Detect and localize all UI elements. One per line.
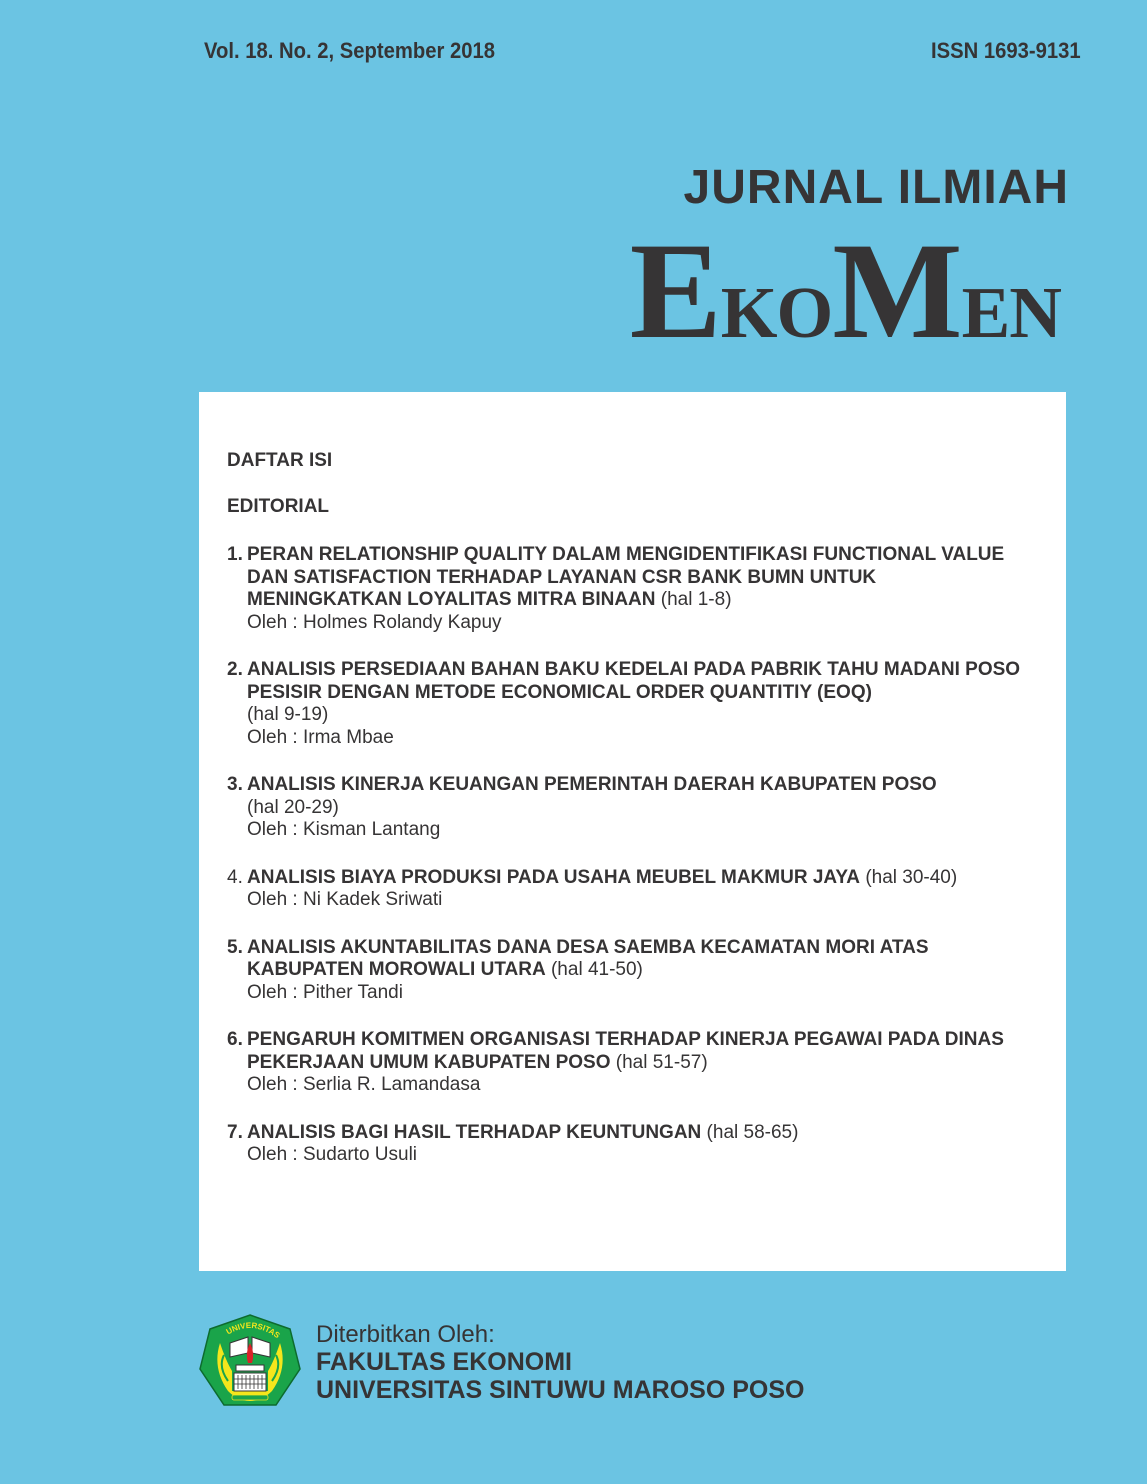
toc-item-body bbox=[247, 659, 1036, 749]
toc-item-body bbox=[247, 544, 1036, 634]
page-range: (hal 58-65) bbox=[706, 1121, 799, 1143]
toc-item-number: 2. bbox=[227, 659, 243, 680]
toc-item-number: 5. bbox=[227, 936, 243, 958]
toc-item bbox=[227, 544, 1036, 634]
page-range: (hal 20-29) bbox=[247, 796, 339, 818]
article-author: Oleh : Serlia R. Lamandasa bbox=[247, 1074, 481, 1095]
toc-item-body bbox=[247, 1122, 1036, 1167]
toc-item bbox=[227, 1029, 1036, 1097]
page-range: (hal 30-40) bbox=[865, 866, 958, 888]
title-part: en bbox=[961, 245, 1061, 360]
toc-item-body bbox=[247, 1029, 1036, 1097]
table-of-contents-panel bbox=[199, 392, 1066, 1271]
article-author: Oleh : Holmes Rolandy Kapuy bbox=[247, 611, 502, 633]
toc-item-number: 6. bbox=[227, 1029, 243, 1050]
toc-item bbox=[227, 1122, 1036, 1167]
toc-item-body bbox=[247, 867, 1036, 912]
title-part: E bbox=[629, 214, 721, 367]
article-author: Oleh : Irma Mbae bbox=[247, 726, 394, 748]
toc-heading: DAFTAR ISI bbox=[227, 450, 333, 471]
journal-subtitle: JURNAL ILMIAH bbox=[683, 161, 1069, 214]
article-title: ANALISIS PERSEDIAAN BAHAN BAKU KEDELAI PADA PABRIK TAHU MADANI POSO PESISIR DENGAN METODE ECONOMICAL ORDER QUANTITIY (EOQ) bbox=[247, 659, 1021, 703]
toc-item-number: 4. bbox=[227, 866, 243, 888]
university-name: UNIVERSITAS SINTUWU MAROSO POSO bbox=[316, 1376, 805, 1404]
toc-content bbox=[227, 450, 1036, 1192]
toc-item bbox=[227, 867, 1036, 912]
article-author: Oleh : Pither Tandi bbox=[247, 981, 403, 1003]
article-author: Oleh : Sudarto Usuli bbox=[247, 1144, 418, 1165]
article-author: Oleh : Kisman Lantang bbox=[247, 819, 441, 840]
article-title: PERAN RELATIONSHIP QUALITY DALAM MENGIDENTIFIKASI FUNCTIONAL VALUE DAN SATISFACTION TERHADAP LAYANAN CSR BANK BUMN UNTUK MENINGKATKAN LOYALITAS MITRA BINAAN bbox=[247, 544, 1005, 610]
volume-info: Vol. 18. No. 2, September 2018 bbox=[204, 38, 495, 63]
title-part: M bbox=[832, 214, 962, 367]
toc-item bbox=[227, 937, 1036, 1005]
toc-item-number: 3. bbox=[227, 774, 243, 795]
issn: ISSN 1693-9131 bbox=[931, 38, 1081, 63]
toc-list bbox=[227, 544, 1036, 1167]
toc-item bbox=[227, 659, 1036, 749]
toc-item-number: 1. bbox=[227, 544, 243, 565]
article-title: ANALISIS BAGI HASIL TERHADAP KEUNTUNGAN bbox=[247, 1121, 702, 1143]
page-range: (hal 51-57) bbox=[615, 1051, 708, 1073]
toc-item-body bbox=[247, 774, 1036, 842]
editorial-heading: EDITORIAL bbox=[227, 496, 330, 517]
article-title: ANALISIS AKUNTABILITAS DANA DESA SAEMBA KECAMATAN MORI ATAS KABUPATEN MOROWALI UTARA bbox=[247, 936, 929, 980]
publisher-text bbox=[316, 1321, 804, 1404]
article-title: ANALISIS BIAYA PRODUKSI PADA USAHA MEUBEL MAKMUR JAYA bbox=[247, 866, 861, 888]
article-title: PENGARUH KOMITMEN ORGANISASI TERHADAP KINERJA PEGAWAI PADA DINAS PEKERJAAN UMUM KABUPATEN POSO bbox=[247, 1029, 1004, 1073]
page-range: (hal 9-19) bbox=[247, 704, 329, 725]
journal-title bbox=[629, 214, 1061, 367]
title-part: ko bbox=[720, 245, 833, 360]
university-crest-icon bbox=[198, 1313, 302, 1413]
publisher-block bbox=[198, 1313, 804, 1413]
toc-item bbox=[227, 774, 1036, 842]
article-author: Oleh : Ni Kadek Sriwati bbox=[247, 889, 443, 910]
page-range: (hal 1-8) bbox=[660, 589, 732, 610]
faculty-name: FAKULTAS EKONOMI bbox=[316, 1348, 573, 1376]
page-range: (hal 41-50) bbox=[550, 959, 643, 980]
toc-item-number: 7. bbox=[227, 1121, 243, 1143]
article-title: ANALISIS KINERJA KEUANGAN PEMERINTAH DAERAH KABUPATEN POSO bbox=[247, 774, 937, 795]
svg-text:UNIVERSITAS: UNIVERSITAS bbox=[224, 1320, 282, 1341]
toc-item-body bbox=[247, 937, 1036, 1005]
published-by-label: Diterbitkan Oleh: bbox=[316, 1321, 495, 1348]
